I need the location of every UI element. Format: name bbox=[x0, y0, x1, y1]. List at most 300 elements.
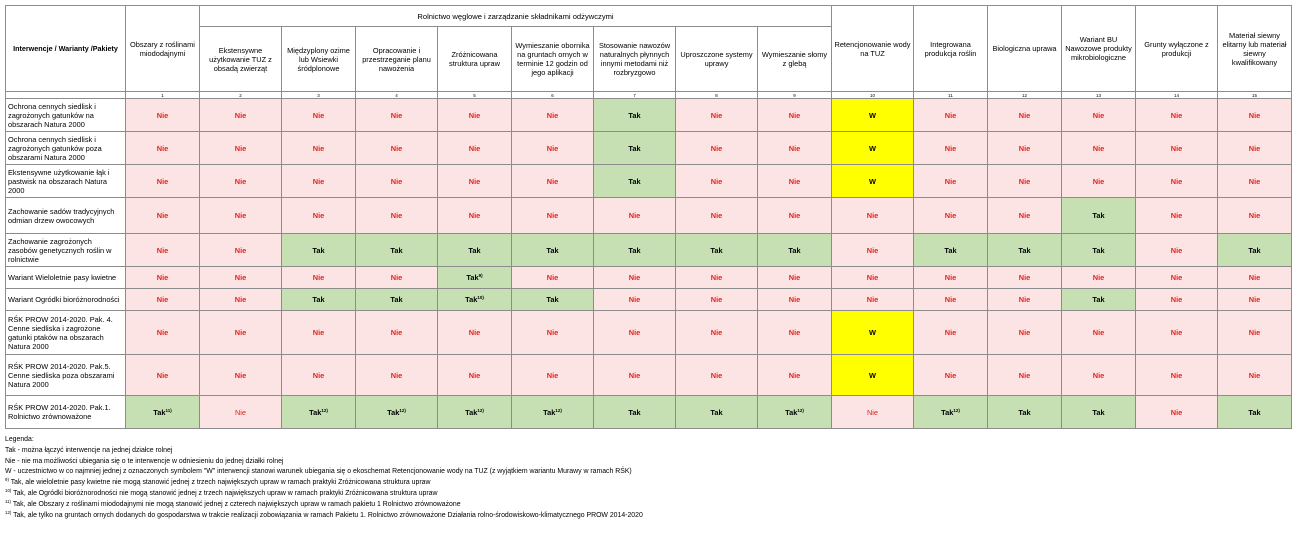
cell-value: Nie bbox=[944, 295, 957, 304]
table-cell bbox=[1136, 165, 1218, 198]
cell-value: Nie bbox=[1018, 110, 1031, 120]
column-number: 14 bbox=[1136, 92, 1218, 99]
column-header: Integrowana produkcja roślin bbox=[914, 6, 988, 92]
cell-value: Tak bbox=[941, 407, 954, 417]
table-cell bbox=[758, 165, 832, 198]
table-cell bbox=[512, 198, 594, 234]
table-cell bbox=[126, 396, 200, 429]
column-header: Stosowanie nawozów naturalnych płynnych innymi metodami niż rozbryzgowo bbox=[594, 27, 676, 92]
cell-value: Tak bbox=[628, 407, 641, 417]
table-cell bbox=[512, 99, 594, 132]
cell-value: Nie bbox=[1170, 328, 1183, 337]
cell-value: Tak bbox=[468, 245, 481, 255]
cell-value: Nie bbox=[1248, 328, 1261, 337]
cell-value: Nie bbox=[390, 110, 403, 120]
cell-value: Tak bbox=[628, 176, 641, 186]
table-cell bbox=[594, 234, 676, 267]
cell-value: Tak bbox=[944, 245, 957, 255]
table-cell bbox=[438, 267, 512, 289]
cell-value: Nie bbox=[1018, 273, 1031, 282]
footnote-number: 12) bbox=[5, 509, 12, 515]
table-cell bbox=[676, 267, 758, 289]
cell-value: Nie bbox=[1092, 176, 1105, 186]
footnote-mark: 9) bbox=[478, 273, 483, 278]
cell-value: Nie bbox=[1018, 176, 1031, 186]
cell-value: Tak bbox=[1092, 245, 1105, 255]
cell-value: Nie bbox=[234, 295, 247, 304]
table-cell bbox=[512, 355, 594, 396]
table-cell bbox=[758, 396, 832, 429]
table-cell bbox=[356, 289, 438, 311]
column-header: Wymieszanie obornika na gruntach ornych w terminie 12 godzin od jego aplikacji bbox=[512, 27, 594, 92]
table-cell bbox=[594, 198, 676, 234]
compatibility-table bbox=[5, 5, 1292, 429]
cell-value: Nie bbox=[156, 328, 169, 337]
cell-value: Nie bbox=[156, 370, 169, 380]
cell-value: Nie bbox=[788, 370, 801, 380]
table-cell bbox=[988, 165, 1062, 198]
footnote-mark: 12) bbox=[399, 407, 406, 413]
cell-value: Nie bbox=[312, 370, 325, 380]
table-cell bbox=[1062, 396, 1136, 429]
column-number-empty bbox=[6, 92, 126, 99]
table-cell bbox=[914, 396, 988, 429]
column-header: Obszary z roślinami miododajnymi bbox=[126, 6, 200, 92]
cell-value: Nie bbox=[234, 143, 247, 153]
table-cell bbox=[282, 311, 356, 355]
table-cell bbox=[1136, 289, 1218, 311]
footnote bbox=[5, 511, 1277, 522]
table-cell bbox=[1136, 198, 1218, 234]
cell-value: Nie bbox=[1170, 176, 1183, 186]
cell-value: Nie bbox=[390, 176, 403, 186]
cell-value: Nie bbox=[866, 407, 879, 417]
row-label: Wariant Ogródki bioróżnorodności bbox=[6, 289, 126, 311]
table-cell bbox=[200, 198, 282, 234]
table-cell bbox=[1218, 355, 1292, 396]
table-cell bbox=[594, 99, 676, 132]
cell-value: Nie bbox=[788, 110, 801, 120]
table-cell bbox=[676, 234, 758, 267]
table-cell bbox=[1136, 396, 1218, 429]
table-cell bbox=[594, 132, 676, 165]
table-cell bbox=[126, 289, 200, 311]
table-cell bbox=[832, 267, 914, 289]
legend-line: Nie - nie ma możliwości ubiegania się o te interwencje w odniesieniu do jednej działki rolnej bbox=[5, 457, 284, 465]
table-cell bbox=[126, 165, 200, 198]
group-header: Rolnictwo węglowe i zarządzanie składnikami odżywczymi bbox=[200, 6, 832, 27]
cell-value: Tak bbox=[628, 110, 641, 120]
cell-value: Nie bbox=[156, 273, 169, 282]
cell-value: Nie bbox=[1092, 110, 1105, 120]
cell-value: Tak bbox=[1092, 211, 1105, 220]
table-cell bbox=[914, 234, 988, 267]
table-cell bbox=[1062, 99, 1136, 132]
table-cell bbox=[988, 396, 1062, 429]
table-cell bbox=[988, 99, 1062, 132]
table-cell bbox=[126, 99, 200, 132]
cell-value: Nie bbox=[468, 110, 481, 120]
table-cell bbox=[758, 198, 832, 234]
cell-value: Tak bbox=[1248, 245, 1261, 255]
cell-value: Nie bbox=[788, 211, 801, 220]
cell-value: Tak bbox=[465, 407, 478, 417]
table-cell bbox=[758, 267, 832, 289]
table-cell bbox=[988, 289, 1062, 311]
table-cell bbox=[676, 165, 758, 198]
row-label: Wariant Wieloletnie pasy kwietne bbox=[6, 267, 126, 289]
table-cell bbox=[676, 99, 758, 132]
cell-value: Nie bbox=[710, 110, 723, 120]
cell-value: Nie bbox=[468, 328, 481, 337]
table-cell bbox=[282, 165, 356, 198]
table-cell bbox=[758, 311, 832, 355]
corner-header: Interwencje / Warianty /Pakiety bbox=[6, 6, 126, 92]
cell-value: Nie bbox=[1092, 328, 1105, 337]
table-cell bbox=[832, 132, 914, 165]
column-number-row bbox=[6, 92, 1292, 99]
table-cell bbox=[914, 355, 988, 396]
footnote-mark: 12) bbox=[477, 407, 484, 413]
cell-value: Nie bbox=[1018, 143, 1031, 153]
legend-title: Legenda: bbox=[5, 436, 34, 443]
cell-value: Nie bbox=[546, 143, 559, 153]
table-cell bbox=[758, 99, 832, 132]
table-cell bbox=[512, 234, 594, 267]
cell-value: W bbox=[869, 110, 876, 120]
cell-value: Nie bbox=[546, 176, 559, 186]
cell-value: Nie bbox=[390, 273, 403, 282]
table-cell bbox=[832, 198, 914, 234]
table-cell bbox=[282, 234, 356, 267]
row-label: Ekstensywne użytkowanie łąk i pastwisk na obszarach Natura 2000 bbox=[6, 165, 126, 198]
cell-value: Nie bbox=[1092, 273, 1105, 282]
table-cell bbox=[1136, 311, 1218, 355]
cell-value: Nie bbox=[234, 211, 247, 220]
cell-value: Nie bbox=[788, 273, 801, 282]
table-cell bbox=[1062, 234, 1136, 267]
cell-value: W bbox=[869, 143, 876, 153]
table-cell bbox=[914, 99, 988, 132]
table-row bbox=[6, 132, 1292, 165]
footnote-mark: 12) bbox=[953, 407, 960, 413]
table-cell bbox=[914, 132, 988, 165]
table-cell bbox=[988, 132, 1062, 165]
table-cell bbox=[676, 132, 758, 165]
table-cell bbox=[1062, 311, 1136, 355]
table-cell bbox=[438, 198, 512, 234]
footnote-number: 11) bbox=[5, 498, 12, 504]
cell-value: Nie bbox=[1170, 245, 1183, 255]
table-cell bbox=[512, 396, 594, 429]
cell-value: Nie bbox=[866, 273, 879, 282]
footnote bbox=[5, 489, 1277, 500]
cell-value: Nie bbox=[628, 328, 641, 337]
table-cell bbox=[200, 396, 282, 429]
table-row bbox=[6, 355, 1292, 396]
table-cell bbox=[594, 165, 676, 198]
row-label: Zachowanie zagrożonych zasobów genetycznych roślin w rolnictwie bbox=[6, 234, 126, 267]
cell-value: Nie bbox=[312, 328, 325, 337]
cell-value: Nie bbox=[1170, 143, 1183, 153]
table-cell bbox=[676, 355, 758, 396]
cell-value: Tak bbox=[466, 273, 479, 282]
table-cell bbox=[594, 396, 676, 429]
cell-value: Nie bbox=[628, 211, 641, 220]
cell-value: Tak bbox=[465, 295, 478, 304]
table-cell bbox=[512, 165, 594, 198]
table-cell bbox=[126, 198, 200, 234]
table-cell bbox=[126, 355, 200, 396]
cell-value: Nie bbox=[234, 273, 247, 282]
row-label: RŚK PROW 2014-2020. Pak.5. Cenne siedliska poza obszarami Natura 2000 bbox=[6, 355, 126, 396]
cell-value: Nie bbox=[234, 328, 247, 337]
table-cell bbox=[1218, 165, 1292, 198]
table-cell bbox=[1218, 311, 1292, 355]
table-cell bbox=[438, 234, 512, 267]
column-header: Wymieszanie słomy z glebą bbox=[758, 27, 832, 92]
table-cell bbox=[1136, 355, 1218, 396]
table-cell bbox=[282, 132, 356, 165]
table-cell bbox=[1062, 289, 1136, 311]
column-number: 1 bbox=[126, 92, 200, 99]
table-body bbox=[6, 92, 1292, 429]
table-cell bbox=[758, 234, 832, 267]
row-label: Ochrona cennych siedlisk i zagrożonych gatunków na obszarach Natura 2000 bbox=[6, 99, 126, 132]
table-cell bbox=[200, 234, 282, 267]
table-cell bbox=[200, 165, 282, 198]
table-cell bbox=[282, 289, 356, 311]
cell-value: Tak bbox=[312, 295, 325, 304]
cell-value: Nie bbox=[1248, 370, 1261, 380]
cell-value: Nie bbox=[468, 176, 481, 186]
table-cell bbox=[988, 311, 1062, 355]
table-cell bbox=[1218, 396, 1292, 429]
cell-value: Nie bbox=[710, 143, 723, 153]
cell-value: Nie bbox=[1248, 143, 1261, 153]
cell-value: Nie bbox=[390, 143, 403, 153]
cell-value: Nie bbox=[788, 328, 801, 337]
table-cell bbox=[1062, 132, 1136, 165]
cell-value: Nie bbox=[1248, 110, 1261, 120]
cell-value: Nie bbox=[312, 176, 325, 186]
table-cell bbox=[676, 311, 758, 355]
cell-value: Nie bbox=[234, 370, 247, 380]
cell-value: Tak bbox=[543, 407, 556, 417]
column-number: 7 bbox=[594, 92, 676, 99]
cell-value: Nie bbox=[390, 211, 403, 220]
table-cell bbox=[758, 132, 832, 165]
table-row bbox=[6, 289, 1292, 311]
table-cell bbox=[1062, 355, 1136, 396]
table-cell bbox=[1218, 289, 1292, 311]
table-cell bbox=[1062, 198, 1136, 234]
cell-value: Nie bbox=[1248, 273, 1261, 282]
cell-value: W bbox=[869, 370, 876, 380]
table-cell bbox=[988, 234, 1062, 267]
column-number: 12 bbox=[988, 92, 1062, 99]
table-cell bbox=[758, 289, 832, 311]
cell-value: Nie bbox=[234, 407, 247, 417]
table-cell bbox=[512, 311, 594, 355]
column-number: 5 bbox=[438, 92, 512, 99]
table-cell bbox=[914, 267, 988, 289]
cell-value: Tak bbox=[785, 407, 798, 417]
table-row bbox=[6, 198, 1292, 234]
cell-value: Nie bbox=[788, 143, 801, 153]
column-number: 10 bbox=[832, 92, 914, 99]
cell-value: Tak bbox=[710, 245, 723, 255]
footnote-mark: 12) bbox=[321, 407, 328, 413]
column-number: 8 bbox=[676, 92, 758, 99]
table-cell bbox=[512, 289, 594, 311]
table-row bbox=[6, 311, 1292, 355]
table-cell bbox=[356, 132, 438, 165]
cell-value: Nie bbox=[546, 328, 559, 337]
legend-line: W - uczestnictwo w co najmniej jednej z oznaczonych symbolem "W" interwencji stanowi warunek ubiegania się o ekoschemat Retencjonowanie wody na TUZ (z wyjątkiem wariantu Murawy w ramach RŚK) bbox=[5, 468, 632, 476]
cell-value: Nie bbox=[1248, 295, 1261, 304]
cell-value: Nie bbox=[788, 295, 801, 304]
table-cell bbox=[438, 165, 512, 198]
cell-value: Nie bbox=[944, 176, 957, 186]
table-cell bbox=[832, 289, 914, 311]
cell-value: Nie bbox=[1018, 211, 1031, 220]
row-label: RŚK PROW 2014-2020. Pak. 4. Cenne siedliska i zagrożone gatunki ptaków na obszarach Natura 2000 bbox=[6, 311, 126, 355]
cell-value: Nie bbox=[156, 211, 169, 220]
cell-value: Nie bbox=[234, 176, 247, 186]
cell-value: Nie bbox=[944, 110, 957, 120]
cell-value: Nie bbox=[546, 211, 559, 220]
cell-value: W bbox=[869, 328, 876, 337]
footnote-text: Tak, ale Obszary z roślinami miododajnymi nie mogą stanowić jednej z czterech największych upraw w ramach pakietu 1 Rolnictwo zrównoważone bbox=[11, 500, 461, 508]
column-number: 2 bbox=[200, 92, 282, 99]
cell-value: Nie bbox=[546, 370, 559, 380]
legend bbox=[5, 435, 1277, 521]
table-cell bbox=[126, 311, 200, 355]
row-label: RŚK PROW 2014-2020. Pak.1. Rolnictwo zrównoważone bbox=[6, 396, 126, 429]
table-cell bbox=[356, 396, 438, 429]
cell-value: Tak bbox=[628, 245, 641, 255]
table-cell bbox=[594, 355, 676, 396]
cell-value: Nie bbox=[1018, 370, 1031, 380]
table-cell bbox=[914, 198, 988, 234]
cell-value: Nie bbox=[546, 110, 559, 120]
cell-value: Nie bbox=[156, 245, 169, 255]
cell-value: Nie bbox=[944, 370, 957, 380]
cell-value: Nie bbox=[1170, 295, 1183, 304]
cell-value: Tak bbox=[312, 245, 325, 255]
column-header: Materiał siewny elitarny lub materiał siewny kwalifikowany bbox=[1218, 6, 1292, 92]
cell-value: Tak bbox=[788, 245, 801, 255]
footnote-number: 10) bbox=[5, 487, 12, 493]
table-cell bbox=[438, 355, 512, 396]
cell-value: W bbox=[869, 176, 876, 186]
column-header: Międzyplony ozime lub Wsiewki śródplonowe bbox=[282, 27, 356, 92]
cell-value: Tak bbox=[1018, 407, 1031, 417]
cell-value: Tak bbox=[1248, 407, 1261, 417]
cell-value: Nie bbox=[1170, 211, 1183, 220]
table-cell bbox=[832, 165, 914, 198]
cell-value: Nie bbox=[1248, 176, 1261, 186]
cell-value: Nie bbox=[1018, 328, 1031, 337]
table-cell bbox=[438, 311, 512, 355]
table-cell bbox=[200, 355, 282, 396]
table-cell bbox=[1136, 132, 1218, 165]
cell-value: Nie bbox=[944, 211, 957, 220]
document-page bbox=[5, 5, 1287, 521]
table-cell bbox=[914, 165, 988, 198]
cell-value: Nie bbox=[468, 211, 481, 220]
table-cell bbox=[438, 132, 512, 165]
table-cell bbox=[1062, 267, 1136, 289]
table-cell bbox=[356, 198, 438, 234]
table-cell bbox=[282, 99, 356, 132]
cell-value: Nie bbox=[390, 370, 403, 380]
table-cell bbox=[1218, 99, 1292, 132]
table-cell bbox=[594, 311, 676, 355]
cell-value: Nie bbox=[628, 295, 641, 304]
cell-value: Nie bbox=[710, 176, 723, 186]
table-cell bbox=[832, 355, 914, 396]
table-cell bbox=[126, 234, 200, 267]
table-cell bbox=[758, 355, 832, 396]
cell-value: Tak bbox=[1092, 295, 1105, 304]
column-header: Grunty wyłączone z produkcji bbox=[1136, 6, 1218, 92]
footnote-text: Tak, ale wieloletnie pasy kwietne nie mogą stanowić jednej z trzech największych upraw w ramach praktyki Zróżnicowana struktura upraw bbox=[8, 479, 431, 487]
table-cell bbox=[200, 267, 282, 289]
cell-value: Nie bbox=[710, 328, 723, 337]
table-cell bbox=[356, 234, 438, 267]
cell-value: Nie bbox=[628, 370, 641, 380]
table-row bbox=[6, 165, 1292, 198]
footnote-mark: 10) bbox=[477, 295, 484, 300]
table-cell bbox=[126, 267, 200, 289]
footnote-text: Tak, ale tylko na gruntach ornych dodanych do gospodarstwa w trakcie realizacji zobowiązania w ramach Pakietu 1. Rolnictwo zrównoważone Działania rolno-środowiskowo-klimatycznego PROW 2014-2020 bbox=[11, 511, 643, 519]
cell-value: Tak bbox=[546, 245, 559, 255]
footnotes bbox=[5, 478, 1277, 521]
cell-value: Tak bbox=[1092, 407, 1105, 417]
cell-value: Tak bbox=[390, 295, 403, 304]
cell-value: Nie bbox=[1170, 407, 1183, 417]
table-row bbox=[6, 99, 1292, 132]
table-cell bbox=[988, 355, 1062, 396]
cell-value: Nie bbox=[390, 328, 403, 337]
cell-value: Nie bbox=[866, 295, 879, 304]
table-row bbox=[6, 396, 1292, 429]
column-header: Uproszczone systemy uprawy bbox=[676, 27, 758, 92]
table-cell bbox=[832, 311, 914, 355]
table-cell bbox=[1136, 99, 1218, 132]
table-cell bbox=[282, 267, 356, 289]
cell-value: Nie bbox=[1248, 211, 1261, 220]
table-cell bbox=[1218, 132, 1292, 165]
table-cell bbox=[438, 289, 512, 311]
table-cell bbox=[594, 267, 676, 289]
cell-value: Nie bbox=[156, 143, 169, 153]
cell-value: Nie bbox=[156, 110, 169, 120]
cell-value: Nie bbox=[312, 211, 325, 220]
table-cell bbox=[200, 289, 282, 311]
cell-value: Nie bbox=[866, 245, 879, 255]
column-number: 4 bbox=[356, 92, 438, 99]
cell-value: Nie bbox=[468, 143, 481, 153]
table-cell bbox=[914, 289, 988, 311]
cell-value: Nie bbox=[788, 176, 801, 186]
table-cell bbox=[1218, 267, 1292, 289]
column-number: 3 bbox=[282, 92, 356, 99]
column-number: 15 bbox=[1218, 92, 1292, 99]
cell-value: Nie bbox=[944, 143, 957, 153]
